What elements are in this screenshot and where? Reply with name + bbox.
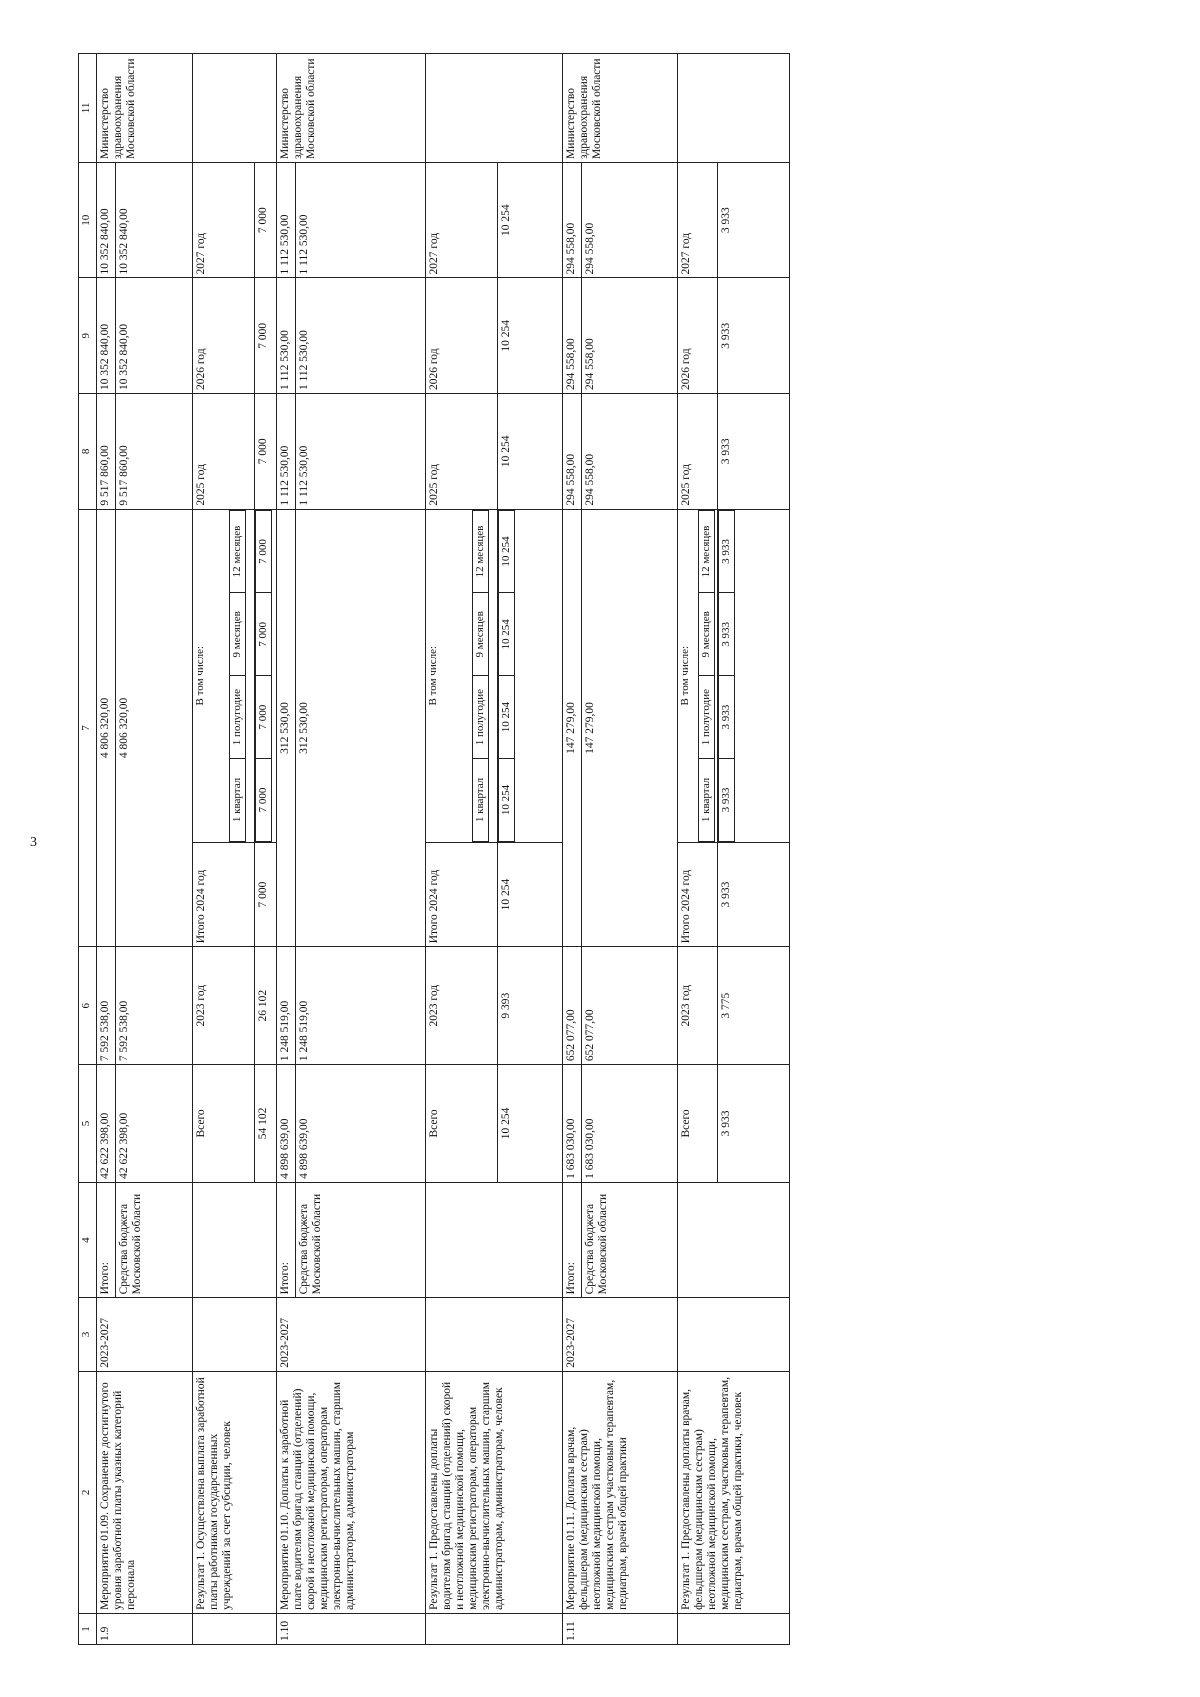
header-2023: 2023 год	[193, 947, 254, 1065]
value-cell: 147 279,00	[581, 509, 677, 947]
header-2025: 2025 год	[426, 394, 498, 510]
header-vtom: В том числе:	[678, 645, 691, 706]
value-cell: 1 112 530,00	[277, 278, 295, 394]
header-vtom: В том числе:	[194, 645, 207, 706]
value-cell: 294 558,00	[581, 278, 677, 394]
value-cell: 1 112 530,00	[295, 394, 426, 510]
value-cell: 7 592 538,00	[115, 947, 193, 1065]
col-header: 8	[79, 394, 97, 510]
row-number: 1.9	[97, 1613, 193, 1644]
result-row	[193, 54, 254, 1645]
value-cell: 1 683 030,00	[581, 1065, 677, 1183]
value-cell: 7 000	[255, 676, 271, 759]
value-cell: 1 248 519,00	[295, 947, 426, 1065]
value-cell: 10 352 840,00	[115, 162, 193, 278]
table-row	[563, 54, 581, 1645]
value-cell: 10 254	[498, 510, 514, 593]
col-header: 7	[79, 509, 97, 947]
value-cell: 3 933	[718, 162, 790, 278]
result-text: Результат 1. Предоставлены доплаты водителям бригад станций (отделений) скорой и неотложной медицинской помощи, медицинским регистраторам, операторам электронно-вычислительных машин, старшим администраторам, администраторам, человек	[426, 1371, 563, 1613]
responsible: Министерство здравоохранения Московской области	[563, 54, 677, 163]
header-quarter: 1 полугодие	[230, 676, 246, 759]
header-quarter: 1 полугодие	[473, 676, 489, 759]
value-cell: 3 933	[719, 510, 735, 593]
header-2027: 2027 год	[426, 162, 498, 278]
value-cell: 294 558,00	[563, 394, 581, 510]
result-row	[677, 54, 718, 1645]
header-2026: 2026 год	[677, 278, 718, 394]
value-cell: 9 517 860,00	[97, 394, 115, 510]
rotated-table-wrapper	[78, 53, 790, 1645]
col-header: 1	[79, 1613, 97, 1644]
source-label: Средства бюджета Московской области	[295, 1182, 426, 1298]
value-cell: 10 254	[498, 676, 514, 759]
header-2023: 2023 год	[426, 947, 498, 1065]
period: 2023-2027	[563, 1298, 677, 1371]
source-label: Средства бюджета Московской области	[115, 1182, 193, 1298]
value-cell: 294 558,00	[581, 394, 677, 510]
value-cell: 3 933	[718, 842, 790, 946]
measure-name: Мероприятие 01.11. Доплаты врачам, фельдшерам (медицинским сестрам) неотложной медицинской помощи, медицинским сестрам участковым терапевтам, педиатрам, врачей общей практики	[563, 1371, 677, 1613]
measure-name: Мероприятие 01.10. Доплаты к заработной плате водителям бригад станций (отделений) скорой и неотложной медицинской помощи, медицинским регистраторам, операторам электронно-вычислительных машин, старшим администраторам, администраторам	[277, 1371, 426, 1613]
header-2026: 2026 год	[426, 278, 498, 394]
value-cell: 652 077,00	[581, 947, 677, 1065]
value-cell: 3 933	[718, 394, 790, 510]
header-2026: 2026 год	[193, 278, 254, 394]
value-cell: 10 352 840,00	[115, 278, 193, 394]
header-quarter: 1 полугодие	[698, 676, 714, 759]
value-cell: 42 622 398,00	[115, 1065, 193, 1183]
period: 2023-2027	[277, 1298, 426, 1371]
header-total: Всего	[193, 1065, 254, 1183]
value-cell: 7 000	[254, 394, 276, 510]
row-number: 1.10	[277, 1613, 426, 1644]
header-total: Всего	[677, 1065, 718, 1183]
value-cell: 54 102	[254, 1065, 276, 1183]
value-cell: 10 352 840,00	[97, 162, 115, 278]
value-cell: 10 254	[497, 278, 562, 394]
value-cell: 3 933	[719, 759, 735, 842]
value-cell: 26 102	[254, 947, 276, 1065]
header-quarter: 9 месяцев	[698, 593, 714, 676]
header-quarter: 1 квартал	[473, 759, 489, 842]
header-quarter: 12 месяцев	[230, 510, 246, 593]
header-itogo-2024: Итого 2024 год	[677, 842, 718, 946]
source-label: Средства бюджета Московской области	[581, 1182, 677, 1298]
value-cell: 4 806 320,00	[115, 509, 193, 947]
value-cell: 294 558,00	[563, 278, 581, 394]
header-total: Всего	[426, 1065, 498, 1183]
value-cell: 294 558,00	[563, 162, 581, 278]
row-number: 1.11	[563, 1613, 677, 1644]
result-text: Результат 1. Предоставлены доплаты врачам, фельдшерам (медицинским сестрам) неотложной медицинской помощи, медицинским сестрам, участковым терапевтам, педиатрам, врачам общей практики, человек	[677, 1371, 789, 1613]
col-header: 11	[79, 54, 97, 163]
source-total-label: Итого:	[97, 1182, 115, 1298]
value-cell: 3 933	[718, 278, 790, 394]
col-header: 5	[79, 1065, 97, 1183]
value-cell: 652 077,00	[563, 947, 581, 1065]
col-header: 9	[79, 278, 97, 394]
value-cell: 7 000	[254, 842, 276, 946]
value-cell: 10 254	[497, 1065, 562, 1183]
value-cell: 1 112 530,00	[277, 162, 295, 278]
value-cell: 10 352 840,00	[97, 278, 115, 394]
col-header: 10	[79, 162, 97, 278]
responsible: Министерство здравоохранения Московской области	[97, 54, 193, 163]
value-cell: 7 592 538,00	[97, 947, 115, 1065]
header-row	[79, 54, 97, 1645]
value-cell: 9 517 860,00	[115, 394, 193, 510]
header-quarter: 1 квартал	[698, 759, 714, 842]
header-quarter: 9 месяцев	[473, 593, 489, 676]
header-vtom: В том числе:	[427, 645, 440, 706]
header-2023: 2023 год	[677, 947, 718, 1065]
value-cell: 1 248 519,00	[277, 947, 295, 1065]
value-cell: 10 254	[498, 593, 514, 676]
result-row	[426, 54, 498, 1645]
header-2027: 2027 год	[193, 162, 254, 278]
value-cell: 7 000	[255, 759, 271, 842]
header-quarter: 9 месяцев	[230, 593, 246, 676]
value-cell: 3 933	[719, 676, 735, 759]
value-cell: 3 775	[718, 947, 790, 1065]
value-cell: 10 254	[497, 162, 562, 278]
header-itogo-2024: Итого 2024 год	[193, 842, 254, 946]
value-cell: 10 254	[497, 394, 562, 510]
measure-name: Мероприятие 01.09. Сохранение достигнутого уровня заработной платы указных категорий персонала	[97, 1371, 193, 1613]
table-row	[97, 54, 115, 1645]
responsible: Министерство здравоохранения Московской области	[277, 54, 426, 163]
value-cell: 10 254	[498, 759, 514, 842]
value-cell: 3 933	[718, 1065, 790, 1183]
period: 2023-2027	[97, 1298, 193, 1371]
header-2025: 2025 год	[677, 394, 718, 510]
value-cell: 1 112 530,00	[277, 394, 295, 510]
value-cell: 7 000	[255, 593, 271, 676]
col-header: 2	[79, 1371, 97, 1613]
value-cell: 1 112 530,00	[295, 278, 426, 394]
value-cell: 4 898 639,00	[277, 1065, 295, 1183]
value-cell: 9 393	[497, 947, 562, 1065]
value-cell: 1 683 030,00	[563, 1065, 581, 1183]
program-table	[78, 53, 790, 1645]
header-itogo-2024: Итого 2024 год	[426, 842, 498, 946]
col-header: 6	[79, 947, 97, 1065]
header-quarter: 12 месяцев	[473, 510, 489, 593]
value-cell: 3 933	[719, 593, 735, 676]
value-cell: 42 622 398,00	[97, 1065, 115, 1183]
value-cell: 4 806 320,00	[97, 509, 115, 947]
value-cell: 7 000	[255, 510, 271, 593]
value-cell: 147 279,00	[563, 509, 581, 947]
table-row	[277, 54, 295, 1645]
value-cell: 312 530,00	[295, 509, 426, 947]
value-cell: 7 000	[254, 278, 276, 394]
value-cell: 1 112 530,00	[295, 162, 426, 278]
value-cell: 4 898 639,00	[295, 1065, 426, 1183]
header-quarter: 1 квартал	[230, 759, 246, 842]
value-cell: 312 530,00	[277, 509, 295, 947]
value-cell: 10 254	[497, 842, 562, 946]
value-cell: 294 558,00	[581, 162, 677, 278]
col-header: 4	[79, 1182, 97, 1298]
header-2025: 2025 год	[193, 394, 254, 510]
source-total-label: Итого:	[563, 1182, 581, 1298]
header-2027: 2027 год	[677, 162, 718, 278]
result-text: Результат 1. Осуществлена выплата заработной платы работникам государственных учреждений за счет субсидии, человек	[193, 1371, 277, 1613]
value-cell: 7 000	[254, 162, 276, 278]
source-total-label: Итого:	[277, 1182, 295, 1298]
col-header: 3	[79, 1298, 97, 1371]
page-number: 3	[30, 835, 37, 850]
header-quarter: 12 месяцев	[698, 510, 714, 593]
